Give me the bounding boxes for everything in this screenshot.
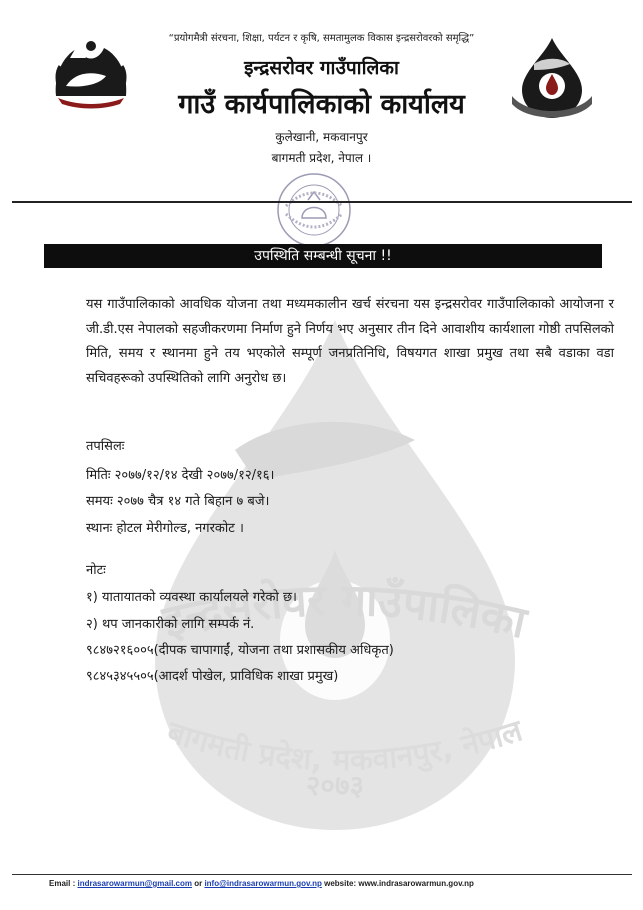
details-date: मितिः २०७७/१२/१४ देखी २०७७/१२/१६।	[86, 468, 275, 483]
website-label: website:	[324, 879, 357, 888]
notice-title-banner: उपस्थिति सम्बन्धी सूचना !!	[44, 244, 602, 268]
footer-or: or	[194, 879, 203, 888]
email-link-official[interactable]: info@indrasarowarmun.gov.np	[204, 879, 322, 888]
note-item: ९८४५३४५५०५(आदर्श पोखेल, प्राविधिक शाखा प्रमुख)	[86, 669, 339, 684]
note-item: २) थप जानकारीको लागि सम्पर्क नं.	[86, 617, 255, 632]
motto: “प्रयोगमैत्री संरचना, शिक्षा, पर्यटन र कृषि, समतामुलक विकास इन्द्रसरोवरको समृद्धि”	[168, 33, 475, 44]
details-time: समयः २०७७ चैत्र १४ गते बिहान ७ बजे।	[86, 494, 270, 509]
note-item: ९८४७२१६००५(दीपक चापागाईं, योजना तथा प्रशासकीय अधिकृत)	[86, 643, 394, 658]
watermark-year: २०७३	[305, 769, 365, 802]
address-line-2: बागमती प्रदेश, नेपाल ।	[271, 151, 372, 165]
email-label: Email :	[49, 879, 76, 888]
office-stamp-seal-icon	[272, 170, 356, 250]
office-title: गाउँ कार्यपालिकाको कार्यालय	[178, 89, 465, 120]
header-divider	[12, 201, 632, 203]
municipality-name: इन्द्रसरोवर गाउँपालिका	[244, 57, 399, 79]
email-link-gmail[interactable]: indrasarowarmun@gmail.com	[77, 879, 192, 888]
details-heading: तपसिलः	[86, 439, 125, 454]
footer-divider	[12, 874, 632, 875]
watermark-text-bottom: बागमती प्रदेश, मकवानपुर, नेपाल	[162, 713, 527, 779]
watermark-text-top: इन्द्रसरोवर गाउँपालिका	[157, 574, 531, 649]
website-link[interactable]: www.indrasarowarmun.gov.np	[358, 879, 474, 888]
notes-heading: नोटः	[86, 563, 106, 578]
notice-body: यस गाउँपालिकाको आवधिक योजना तथा मध्यमकालीन खर्च संरचना यस इन्द्रसरोवर गाउँपालिकाको आयोजना र जी.डी.एस नेपालको सहजीकरणमा निर्माण हुने निर्णय भए अनुसार तीन दिने आवाशीय कार्यशाला गोष्ठी तपसिलको मिति, समय र स्थानमा हुने तय भएकोले सम्पूर्ण जनप्रतिनिधि, विषयगत शाखा प्रमुख तथा सबै वडाका वडा सचिवहरूको उपस्थितिको लागि अनुरोध छ।	[86, 297, 614, 386]
footer-contact	[49, 879, 474, 888]
address-line-1: कुलेखानी, मकवानपुर	[275, 130, 368, 144]
note-item: १) यातायातको व्यवस्था कार्यालयले गरेको छ।	[86, 590, 297, 605]
details-venue: स्थानः होटल मेरीगोल्ड, नगरकोट ।	[86, 521, 244, 536]
